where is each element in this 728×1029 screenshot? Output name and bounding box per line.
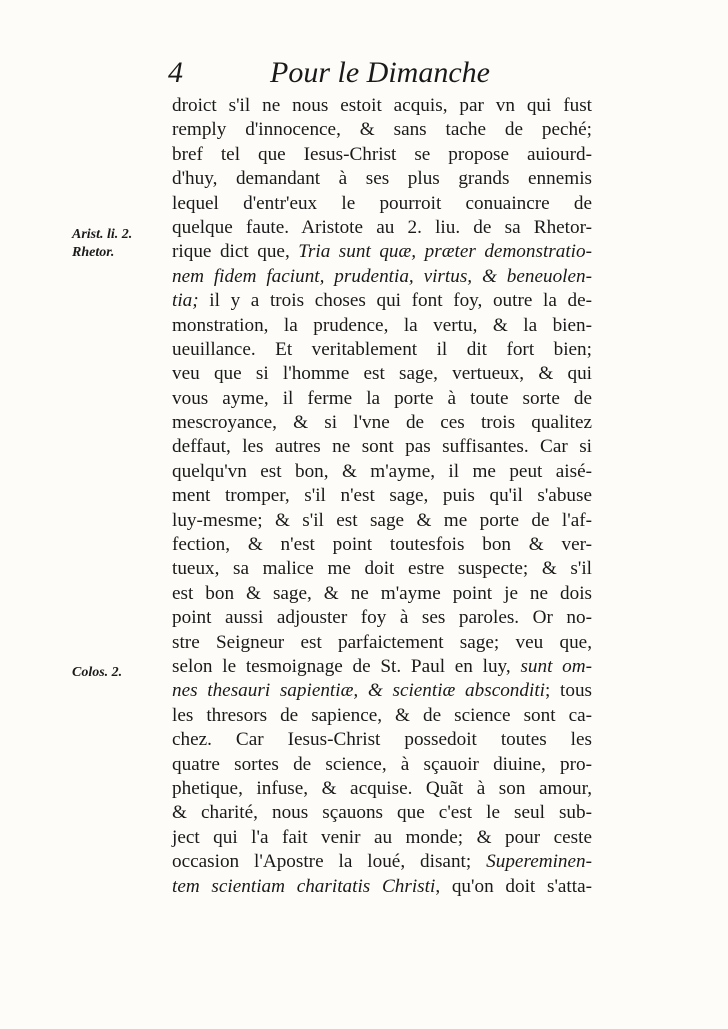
text-line: [172, 826, 592, 850]
page-header: [168, 56, 508, 96]
text-line: [172, 314, 592, 338]
page-number: 4: [168, 56, 183, 89]
text-segment: ment tromper, s'il n'est sage, puis qu'il s'abuse: [172, 485, 592, 507]
text-line: [172, 728, 592, 752]
text-line: [172, 362, 592, 386]
text-segment: luy-mesme; & s'il est sage & me porte de l'af-: [172, 509, 592, 531]
text-line: [172, 606, 592, 630]
text-segment: mescroyance, & si l'vne de ces trois qualitez: [172, 412, 592, 434]
text-line: [172, 216, 592, 240]
margin-note-aristotle-line1: Arist. li. 2.: [72, 227, 133, 242]
text-line: [172, 192, 592, 216]
text-segment: point aussi adjouster foy à ses paroles. Or no-: [172, 607, 592, 629]
text-line: [172, 435, 592, 459]
latin-quotation: nes thesauri sapientiæ, & scientiæ absconditi: [172, 680, 545, 702]
text-segment: phetique, infuse, & acquise. Quãt à son amour,: [172, 777, 592, 799]
text-line: [172, 753, 592, 777]
text-segment: selon le tesmoignage de St. Paul en luy,: [172, 655, 521, 677]
text-line: [172, 289, 592, 313]
text-segment: il y a trois choses qui font foy, outre la de-: [198, 290, 592, 312]
text-line: [172, 509, 592, 533]
text-line: [172, 801, 592, 825]
text-segment: veu que si l'homme est sage, vertueux, & qui: [172, 363, 592, 385]
text-line: [172, 875, 592, 899]
text-line: [172, 557, 592, 581]
latin-quotation: nem fidem faciunt, prudentia, virtus, & beneuolen-: [172, 265, 592, 287]
text-line: [172, 484, 592, 508]
text-segment: vous ayme, il ferme la porte à toute sorte de: [172, 387, 592, 409]
latin-quotation: Supereminen-: [486, 851, 592, 873]
text-segment: quelqu'vn est bon, & m'ayme, il me peut aisé-: [172, 460, 592, 482]
text-line: [172, 533, 592, 557]
text-segment: quelque faute. Aristote au 2. liu. de sa Rhetor-: [172, 216, 592, 238]
latin-quotation: sunt om-: [520, 655, 593, 677]
text-segment: lequel d'entr'eux le pourroit conuaincre de: [172, 192, 592, 214]
text-segment: fection, & n'est point toutesfois bon & ver-: [172, 534, 592, 556]
text-segment: d'huy, demandant à ses plus grands ennemis: [172, 168, 592, 190]
margin-note-aristotle-line2: Rhetor.: [72, 245, 115, 260]
text-line: [172, 777, 592, 801]
text-line: [172, 167, 592, 191]
body-text: [172, 94, 592, 899]
text-segment: droict s'il ne nous estoit acquis, par vn qui fust: [172, 95, 592, 116]
running-title: Pour le Dimanche: [270, 56, 490, 89]
text-line: [172, 265, 592, 289]
text-segment: deffaut, les autres ne sont pas suffisantes. Car si: [172, 436, 592, 458]
text-line: [172, 850, 592, 874]
text-line: [172, 411, 592, 435]
text-line: [172, 118, 592, 142]
text-segment: stre Seigneur est parfaictement sage; veu que,: [172, 631, 592, 653]
latin-quotation: Tria sunt quæ, præter demonstratio-: [298, 241, 592, 263]
latin-quotation: tem scientiam charitatis Christi: [172, 875, 436, 897]
text-line: [172, 704, 592, 728]
text-segment: bref tel que Iesus-Christ se propose auiourd-: [172, 143, 592, 165]
text-segment: les thresors de sapience, & de science sont ca-: [172, 704, 592, 726]
text-line: [172, 460, 592, 484]
text-line: [172, 143, 592, 167]
text-segment: occasion l'Apostre la loué, disant;: [172, 851, 487, 873]
text-segment: quatre sortes de science, à sçauoir diuine, pro-: [172, 753, 592, 775]
text-segment: , qu'on doit s'atta-: [435, 875, 592, 897]
text-segment: tueux, sa malice me doit estre suspecte; & s'il: [172, 558, 592, 580]
latin-quotation: tia;: [172, 290, 199, 312]
margin-note-colossians: Colos. 2.: [72, 665, 123, 680]
text-line: [172, 631, 592, 655]
text-segment: ; tous: [545, 680, 592, 702]
text-line: [172, 240, 592, 264]
text-line: [172, 94, 592, 118]
text-segment: rique dict que,: [172, 241, 299, 263]
text-segment: ject qui l'a fait venir au monde; & pour ceste: [172, 826, 592, 848]
text-segment: remply d'innocence, & sans tache de peché;: [172, 119, 592, 141]
text-line: [172, 655, 592, 679]
text-segment: monstration, la prudence, la vertu, & la bien-: [172, 314, 592, 336]
text-segment: ueuillance. Et veritablement il dit fort bien;: [172, 338, 592, 360]
text-segment: est bon & sage, & ne m'ayme point je ne dois: [172, 582, 592, 604]
text-line: [172, 679, 592, 703]
text-line: [172, 338, 592, 362]
text-segment: chez. Car Iesus-Christ possedoit toutes les: [172, 729, 592, 751]
text-segment: & charité, nous sçauons que c'est le seul sub-: [172, 802, 592, 824]
margin-note-aristotle: [72, 226, 162, 262]
text-line: [172, 582, 592, 606]
text-line: [172, 387, 592, 411]
